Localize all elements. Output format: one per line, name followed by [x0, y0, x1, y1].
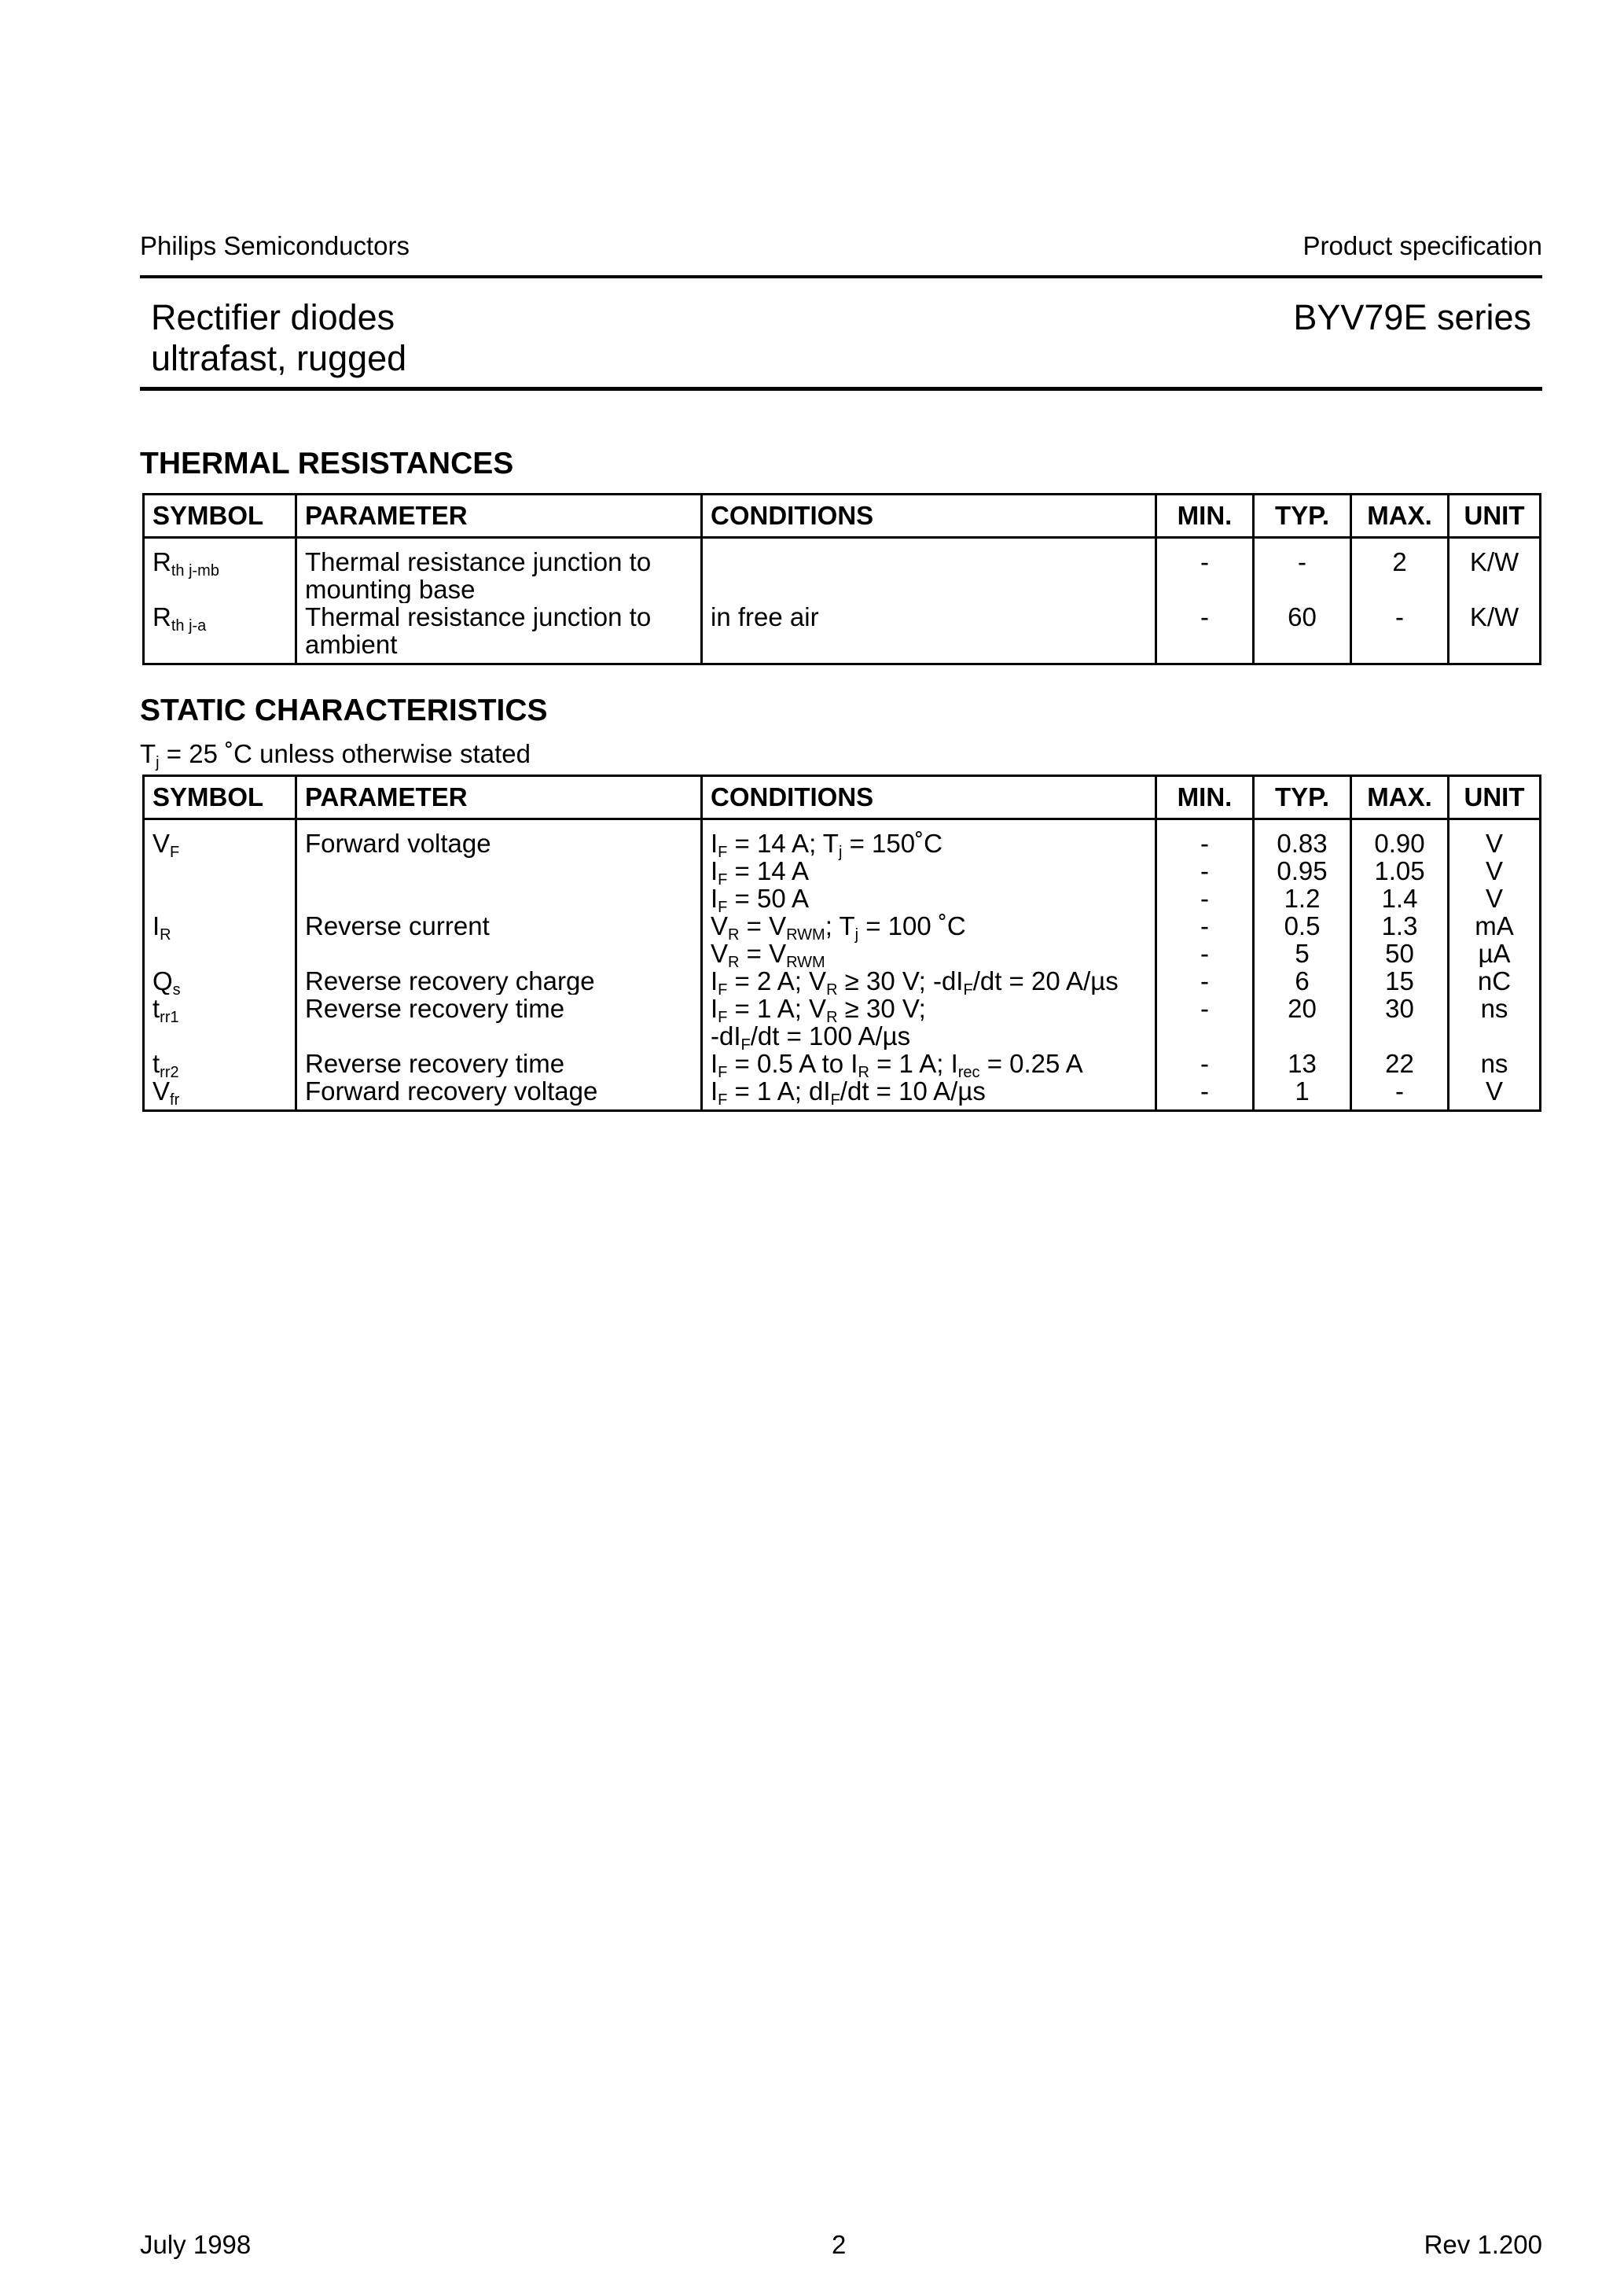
- unit-cell: nC: [1449, 967, 1541, 995]
- typ-cell: 20: [1254, 995, 1351, 1050]
- max-cell: 22: [1351, 1050, 1449, 1077]
- max-cell: 15: [1351, 967, 1449, 995]
- col-unit: UNIT: [1449, 495, 1541, 538]
- conditions-cell: $V_R = V_{RWM}$; $T_j = 100$ ˚C $V_R = V_{RWM}$: [702, 912, 1156, 967]
- min-cell: -: [1156, 967, 1254, 995]
- col-typ: TYP.: [1254, 495, 1351, 538]
- static-table: [142, 775, 1541, 1112]
- typ-cell: 0.83 0.95 1.2: [1254, 819, 1351, 913]
- parameter-cell: Reverse recovery time: [296, 1050, 702, 1077]
- parameter-cell: Thermal resistance junction to mounting base: [296, 538, 702, 604]
- company-name: Philips Semiconductors: [140, 231, 410, 260]
- min-cell: -: [1156, 995, 1254, 1050]
- table-row: [144, 1050, 1541, 1077]
- max-cell: -: [1351, 603, 1449, 664]
- static-conditions-note: $T_j = 25$ ˚C unless otherwise stated: [140, 739, 531, 771]
- col-conditions: CONDITIONS: [702, 495, 1156, 538]
- min-cell: -: [1156, 1077, 1254, 1111]
- parameter-cell: Reverse recovery time: [296, 995, 702, 1050]
- table-row: [144, 538, 1541, 604]
- col-max: MAX.: [1351, 495, 1449, 538]
- conditions-cell: $I_F = 14$ A; $T_j$ = 150˚C $I_F = 14$ A $I_F = 50$ A: [702, 819, 1156, 913]
- min-cell: -: [1156, 603, 1254, 664]
- conditions-cell: $I_F = 2$ A; $V_R \ge 30$ V; $-dI_F/dt = 20$ A/µs: [702, 967, 1156, 995]
- document-type: Product specification: [1303, 231, 1542, 260]
- col-typ: TYP.: [1254, 776, 1351, 819]
- max-cell: 1.3 50: [1351, 912, 1449, 967]
- symbol-cell: $t_{rr1}$: [144, 995, 296, 1050]
- header-rule-bottom: [140, 387, 1542, 391]
- conditions-cell: $I_F = 1$ A; $dI_F/dt = 10$ A/µs: [702, 1077, 1156, 1111]
- col-parameter: PARAMETER: [296, 776, 702, 819]
- conditions-cell: $I_F = 0.5$ A to $I_R = 1$ A; $I_{rec} = 0.25$ A: [702, 1050, 1156, 1077]
- unit-cell: ns: [1449, 1050, 1541, 1077]
- max-cell: -: [1351, 1077, 1449, 1111]
- typ-cell: 60: [1254, 603, 1351, 664]
- thermal-table: [142, 493, 1541, 665]
- min-cell: - -: [1156, 912, 1254, 967]
- symbol-cell: $I_R$: [144, 912, 296, 967]
- symbol-cell: $V_{fr}$: [144, 1077, 296, 1111]
- conditions-cell: in free air: [702, 603, 1156, 664]
- col-symbol: SYMBOL: [144, 776, 296, 819]
- parameter-cell: Thermal resistance junction to ambient: [296, 603, 702, 664]
- min-cell: -: [1156, 1050, 1254, 1077]
- symbol-cell: $R_{th j-mb}$: [144, 538, 296, 604]
- unit-cell: K/W: [1449, 603, 1541, 664]
- unit-cell: mA µA: [1449, 912, 1541, 967]
- table-row: [144, 1077, 1541, 1111]
- typ-cell: 13: [1254, 1050, 1351, 1077]
- footer-date: July 1998: [140, 2230, 252, 2259]
- col-min: MIN.: [1156, 776, 1254, 819]
- max-cell: 2: [1351, 538, 1449, 604]
- product-title-line1: Rectifier diodes: [151, 297, 395, 337]
- col-conditions: CONDITIONS: [702, 776, 1156, 819]
- thermal-header-row: [144, 495, 1541, 538]
- col-symbol: SYMBOL: [144, 495, 296, 538]
- parameter-cell: Forward recovery voltage: [296, 1077, 702, 1111]
- static-header-row: [144, 776, 1541, 819]
- typ-cell: -: [1254, 538, 1351, 604]
- table-row: [144, 912, 1541, 967]
- product-title-line2: ultrafast, rugged: [151, 338, 407, 378]
- typ-cell: 6: [1254, 967, 1351, 995]
- typ-cell: 0.5 5: [1254, 912, 1351, 967]
- col-unit: UNIT: [1449, 776, 1541, 819]
- unit-cell: V: [1449, 1077, 1541, 1111]
- typ-cell: 1: [1254, 1077, 1351, 1111]
- symbol-cell: $V_F$: [144, 819, 296, 913]
- max-cell: 0.90 1.05 1.4: [1351, 819, 1449, 913]
- unit-cell: V V V: [1449, 819, 1541, 913]
- parameter-cell: Reverse current: [296, 912, 702, 967]
- product-title: [151, 297, 406, 379]
- min-cell: - - -: [1156, 819, 1254, 913]
- page-number: 2: [832, 2230, 847, 2259]
- static-section-title: STATIC CHARACTERISTICS: [140, 694, 548, 727]
- footer-revision: Rev 1.200: [1424, 2230, 1542, 2259]
- conditions-cell: [702, 538, 1156, 604]
- conditions-cell: $I_F = 1$ A; $V_R \ge 30$ V; $-dI_F/dt = 100$ A/µs: [702, 995, 1156, 1050]
- col-min: MIN.: [1156, 495, 1254, 538]
- header-rule-top: [140, 275, 1542, 278]
- unit-cell: K/W: [1449, 538, 1541, 604]
- col-max: MAX.: [1351, 776, 1449, 819]
- max-cell: 30: [1351, 995, 1449, 1050]
- unit-cell: ns: [1449, 995, 1541, 1050]
- table-row: [144, 603, 1541, 664]
- table-row: [144, 819, 1541, 913]
- parameter-cell: Forward voltage: [296, 819, 702, 913]
- table-row: [144, 995, 1541, 1050]
- symbol-cell: $R_{th j-a}$: [144, 603, 296, 664]
- parameter-cell: Reverse recovery charge: [296, 967, 702, 995]
- col-parameter: PARAMETER: [296, 495, 702, 538]
- thermal-section-title: THERMAL RESISTANCES: [140, 447, 514, 480]
- symbol-cell: $Q_s$: [144, 967, 296, 995]
- part-number: BYV79E series: [1293, 297, 1531, 337]
- min-cell: -: [1156, 538, 1254, 604]
- table-row: [144, 967, 1541, 995]
- symbol-cell: $t_{rr2}$: [144, 1050, 296, 1077]
